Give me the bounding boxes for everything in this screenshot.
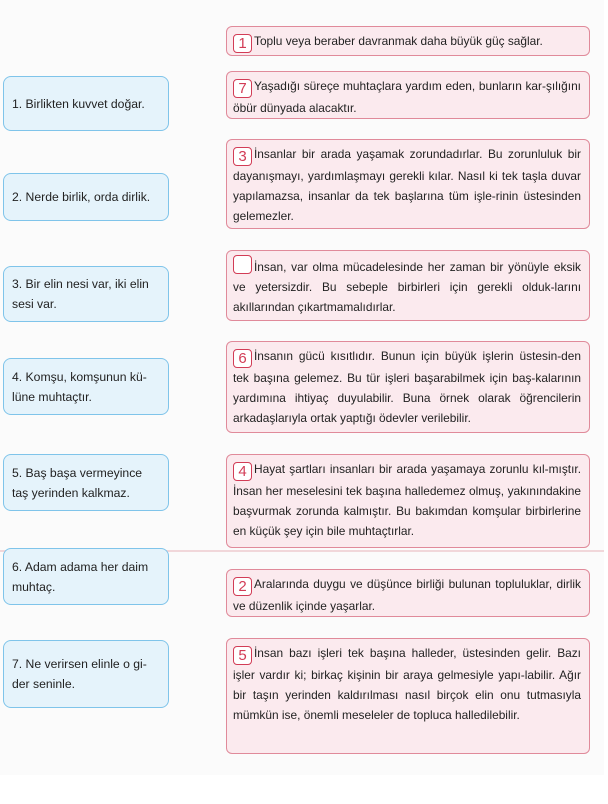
answer-box[interactable]: 1 xyxy=(233,34,252,53)
explanation-box-4 xyxy=(226,250,590,321)
proverb-text: 6. Adam adama her daim muhtaç. xyxy=(12,559,149,594)
answer-box[interactable]: 5 xyxy=(233,646,252,665)
proverb-box-6[interactable] xyxy=(3,548,169,605)
answer-box[interactable]: 2 xyxy=(233,577,252,596)
page-bottom-margin xyxy=(0,775,608,804)
answer-box[interactable] xyxy=(233,255,252,274)
explanation-box-1 xyxy=(226,26,590,56)
explanation-box-7 xyxy=(226,569,590,617)
explanation-text: Hayat şartları insanları bir arada yaşamaya zorunlu kıl-mıştır. İnsan her meselesini tek başına halledemez olmuş, yakınındakine başvurmak zorunda kalmıştır. Bu bakımdan komşular birbirlerine en küçük şey için bile muhtaçtırlar. xyxy=(233,462,581,538)
proverb-box-1[interactable] xyxy=(3,76,169,131)
proverb-text: 1. Birlikten kuvvet doğar. xyxy=(12,96,145,111)
proverb-text: 3. Bir elin nesi var, iki elin sesi var. xyxy=(12,277,149,311)
proverb-box-4[interactable] xyxy=(3,358,169,415)
proverb-text: 5. Baş başa vermeyince taş yerinden kalkmaz. xyxy=(12,465,143,500)
proverb-box-3[interactable] xyxy=(3,266,169,322)
proverb-text: 7. Ne verirsen elinle o gi-der seninle. xyxy=(12,657,147,691)
explanation-text: İnsanın gücü kısıtlıdır. Bunun için büyük işlerin üstesin-den tek başına gelemez. Bu tür işleri başarabilmek için baş-kalarının yardımına ihtiyaç duyulabilir. Buna örnek olarak öğrencilerin arkadaşlarıyla ortak yaptığı ödevler verilebilir. xyxy=(233,349,581,425)
explanation-text: Toplu veya beraber davranmak daha büyük güç sağlar. xyxy=(254,34,543,48)
explanation-text: Aralarında duygu ve düşünce birliği bulunan topluluklar, dirlik ve düzenlik içinde yaşarlar. xyxy=(233,577,581,613)
explanation-box-5 xyxy=(226,341,590,433)
answer-box[interactable]: 4 xyxy=(233,462,252,481)
explanation-text: İnsan, var olma mücadelesinde her zaman bir yönüyle eksik ve yetersizdir. Bu sebeple birbirleri için gerekli olduk-larını akıllarından çıkartmamalıdırlar. xyxy=(233,260,581,314)
answer-box[interactable]: 7 xyxy=(233,79,252,98)
answer-box[interactable]: 6 xyxy=(233,349,252,368)
explanation-box-6 xyxy=(226,454,590,548)
answer-box[interactable]: 3 xyxy=(233,147,252,166)
proverb-box-7[interactable] xyxy=(3,640,169,708)
explanation-text: İnsanlar bir arada yaşamak zorundadırlar. Bu zorunluluk bir dayanışmayı, yardımlaşmayı gerekli kılar. Nasıl ki tek taşla duvar yapılamazsa, insanlar da tek başlarına tüm işle-rinin üstesinden gelemezler. xyxy=(233,147,581,223)
proverb-text: 2. Nerde birlik, orda dirlik. xyxy=(12,190,151,204)
explanation-text: İnsan bazı işleri tek başına halleder, üstesinden gelir. Bazı işler vardır ki; birkaç kişinin bir araya gelmesiyle yapı-labilir. Ağır bir taşın yerinden kaldırılması nasıl birçok elin onu tutmasıyla mümkün ise, önemli meseleler de topluca halledilebilir. xyxy=(233,646,581,722)
proverb-box-5[interactable] xyxy=(3,454,169,511)
explanation-text: Yaşadığı süreçe muhtaçlara yardım eden, bunların kar-şılığını öbür dünyada alacaktır. xyxy=(233,79,581,115)
proverb-box-2[interactable] xyxy=(3,173,169,221)
explanation-box-8 xyxy=(226,638,590,754)
explanation-box-2 xyxy=(226,71,590,119)
explanation-box-3 xyxy=(226,139,590,229)
proverb-text: 4. Komşu, komşunun kü-lüne muhtaçtır. xyxy=(12,369,147,404)
